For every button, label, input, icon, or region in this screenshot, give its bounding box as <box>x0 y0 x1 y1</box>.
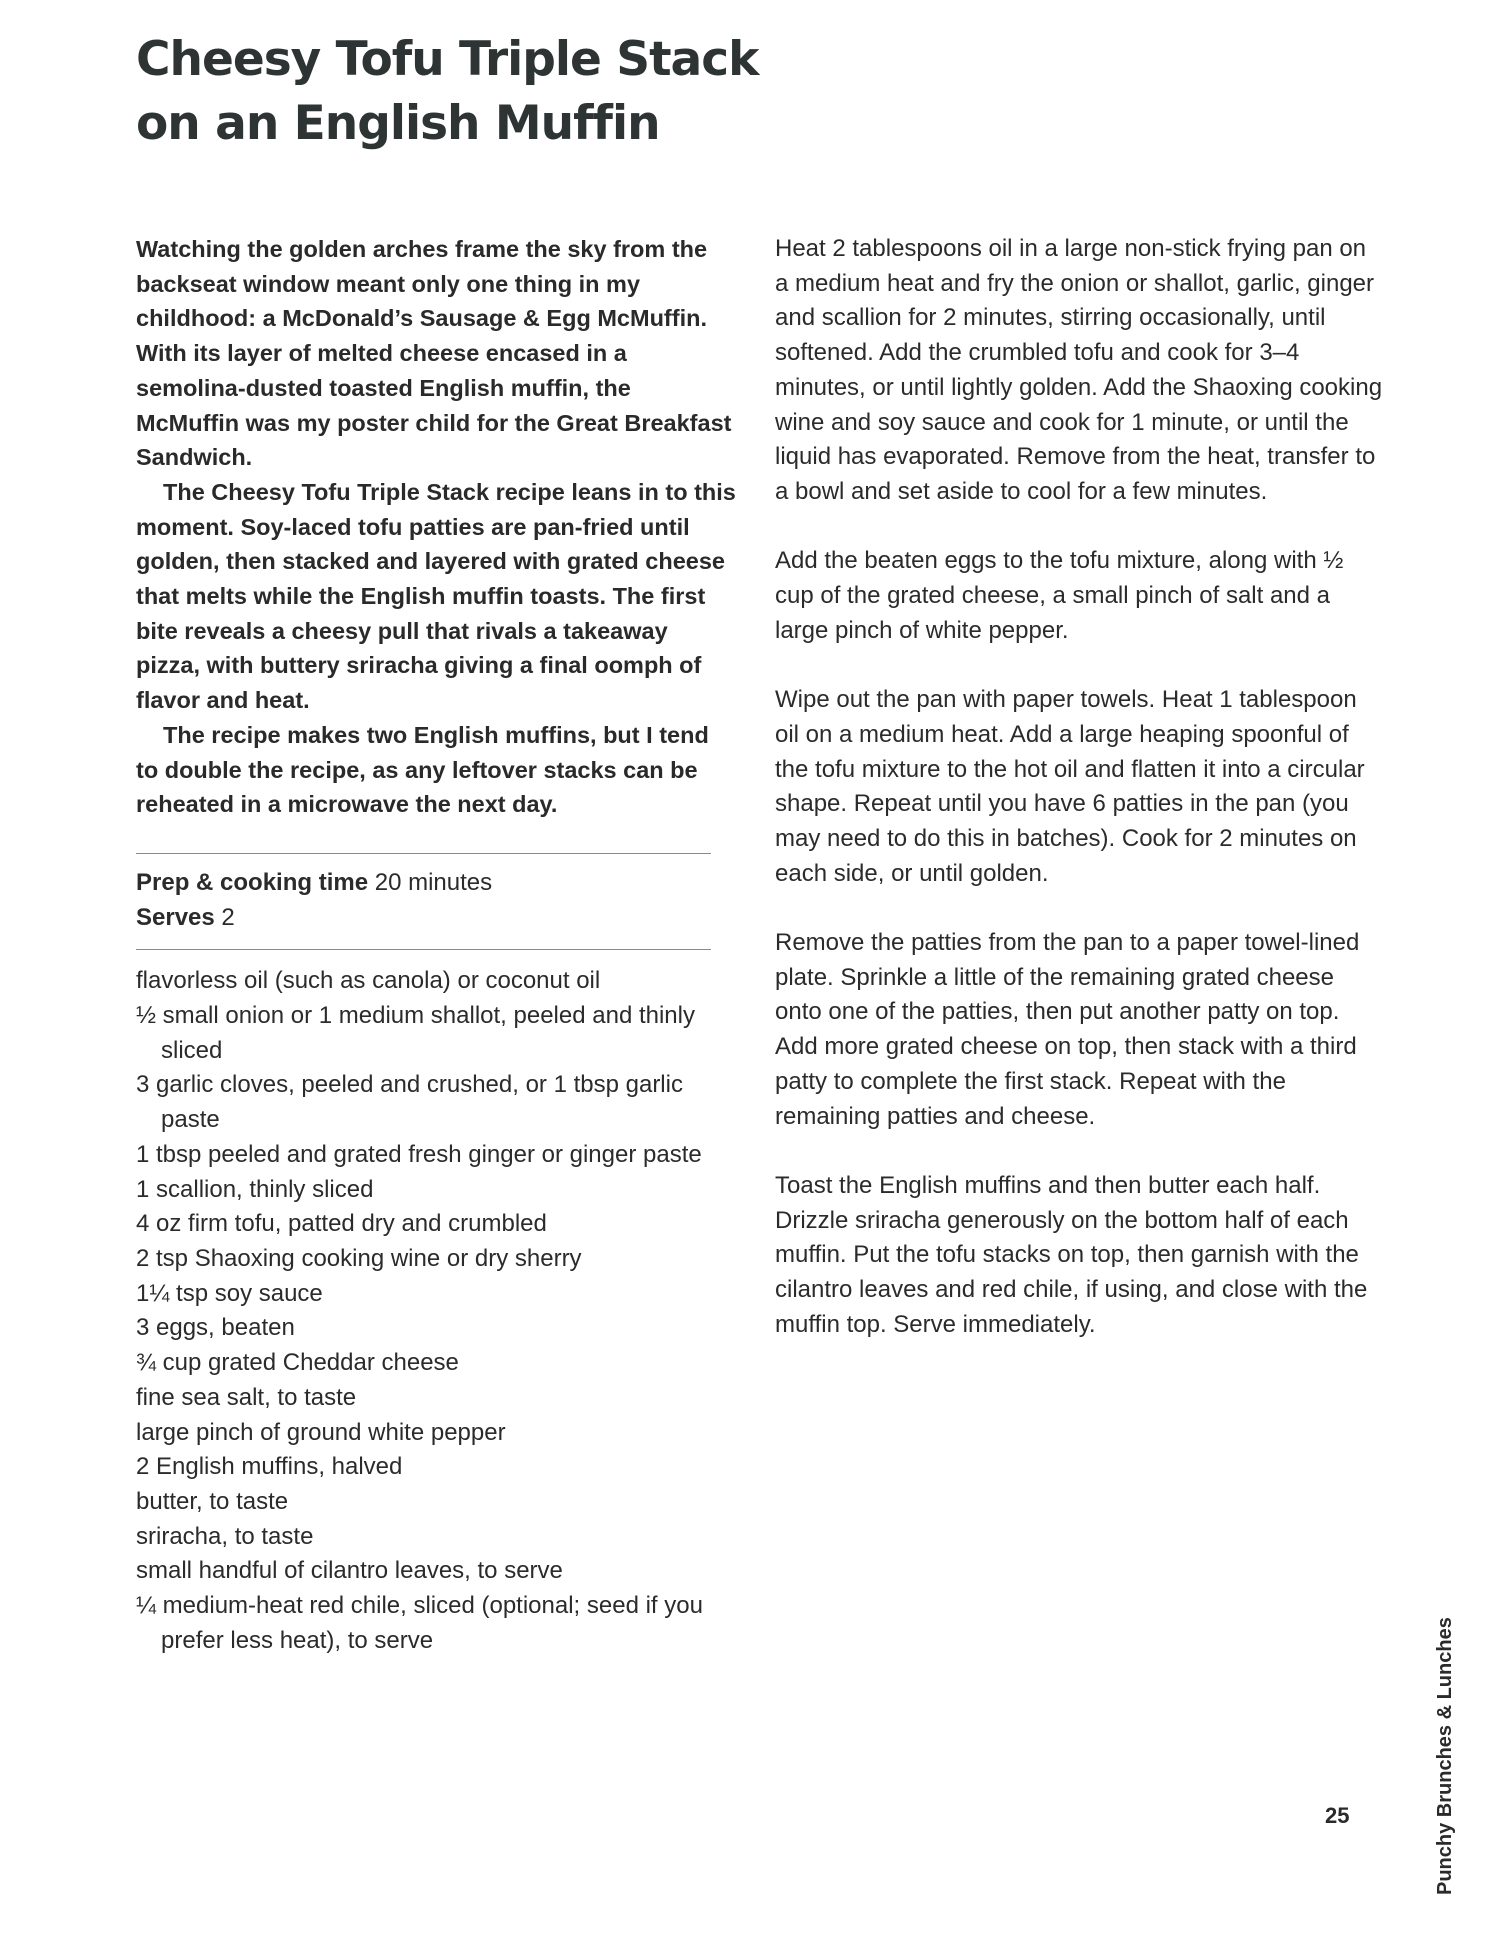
intro-text <box>136 232 736 822</box>
serves-label: Serves <box>136 903 215 931</box>
ingredient-item: 4 oz firm tofu, patted dry and crumbled <box>136 1210 547 1238</box>
ingredient-item: flavorless oil (such as canola) or coconut oil <box>136 967 601 995</box>
method-step: Toast the English muffins and then butter each half. Drizzle sriracha generously on the bottom half of each muffin. Put the tofu stacks on top, then garnish with the cilantro leaves and red chile, if using, and close with the muffin top. Serve immediately. <box>775 1171 1368 1338</box>
method-column <box>775 232 1385 1377</box>
prep-time <box>136 866 736 901</box>
intro-paragraph: The recipe makes two English muffins, but I tend to double the recipe, as any leftover stacks can be reheated in a microwave the next day. <box>136 721 709 818</box>
ingredient-item: ½ small onion or 1 medium shallot, peeled and thinly sliced <box>136 1002 695 1064</box>
ingredient-item: 2 tsp Shaoxing cooking wine or dry sherry <box>136 1244 582 1272</box>
method-step: Add the beaten eggs to the tofu mixture, along with ½ cup of the grated cheese, a small pinch of salt and a large pinch of white pepper. <box>775 547 1344 644</box>
ingredient-item: 3 garlic cloves, peeled and crushed, or 1 tbsp garlic paste <box>136 1071 683 1134</box>
left-column <box>136 232 736 1658</box>
ingredient-item: ¾ cup grated Cheddar cheese <box>136 1349 459 1377</box>
prep-time-value: 20 minutes <box>374 868 493 896</box>
intro-paragraph: Watching the golden arches frame the sky from the backseat window meant only one thing in my childhood: a McDonald’s Sausage & Egg McMuffin. With its layer of melted cheese encased in a semolina-dusted toasted English muffin, the McMuffin was my poster child for the Great Breakfast Sandwich. <box>136 236 732 471</box>
divider-top <box>136 853 711 854</box>
ingredient-item: 1 tbsp peeled and grated fresh ginger or ginger paste <box>136 1140 702 1168</box>
method-step: Wipe out the pan with paper towels. Heat 1 tablespoon oil on a medium heat. Add a large heaping spoonful of the tofu mixture to the hot oil and flatten it into a circular shape. Repeat until you have 6 patties in the pan (you may need to do this in batches). Cook for 2 minutes on each side, or until golden. <box>775 686 1365 887</box>
ingredient-item: 1¼ tsp soy sauce <box>136 1279 323 1307</box>
method-step: Heat 2 tablespoons oil in a large non-stick frying pan on a medium heat and fry the onion or shallot, garlic, ginger and scallion for 2 minutes, stirring occasionally, until softened. Add the crumbled tofu and cook for 3–4 minutes, or until lightly golden. Add the Shaoxing cooking wine and soy sauce and cook for 1 minute, or until the liquid has evaporated. Remove from the heat, transfer to a bowl and set aside to cool for a few minutes. <box>775 235 1383 505</box>
ingredient-list <box>136 964 736 1658</box>
prep-time-label: Prep & cooking time <box>136 868 369 896</box>
ingredient-item: sriracha, to taste <box>136 1522 314 1550</box>
intro-paragraph: The Cheesy Tofu Triple Stack recipe leans in to this moment. Soy-laced tofu patties are pan-fried until golden, then stacked and layered with grated cheese that melts while the English muffin toasts. The first bite reveals a cheesy pull that rivals a takeaway pizza, with buttery sriracha giving a final oomph of flavor and heat. <box>136 478 736 714</box>
recipe-title-line-2: on an English Muffin <box>136 96 660 151</box>
ingredient-item: 3 eggs, beaten <box>136 1314 295 1342</box>
serves-value: 2 <box>221 903 235 931</box>
serves <box>136 901 736 936</box>
recipe-title-line-1: Cheesy Tofu Triple Stack <box>136 32 759 87</box>
divider-bottom <box>136 949 711 950</box>
ingredient-item: 1 scallion, thinly sliced <box>136 1175 374 1203</box>
recipe-title <box>136 28 1036 156</box>
ingredient-item: ¼ medium-heat red chile, sliced (optional; seed if you prefer less heat), to serve <box>136 1592 703 1654</box>
ingredient-item: butter, to taste <box>136 1487 289 1515</box>
page-number: 25 <box>1325 1803 1350 1828</box>
ingredient-item: large pinch of ground white pepper <box>136 1418 506 1446</box>
ingredient-item: small handful of cilantro leaves, to serve <box>136 1557 563 1585</box>
ingredient-item: 2 English muffins, halved <box>136 1453 403 1481</box>
method-step: Remove the patties from the pan to a paper towel-lined plate. Sprinkle a little of the remaining grated cheese onto one of the patties, then put another patty on top. Add more grated cheese on top, then stack with a third patty to complete the first stack. Repeat with the remaining patties and cheese. <box>775 929 1360 1130</box>
section-label: Punchy Brunches & Lunches <box>1434 1617 1456 1895</box>
ingredient-item: fine sea salt, to taste <box>136 1383 357 1411</box>
recipe-meta <box>136 866 736 935</box>
